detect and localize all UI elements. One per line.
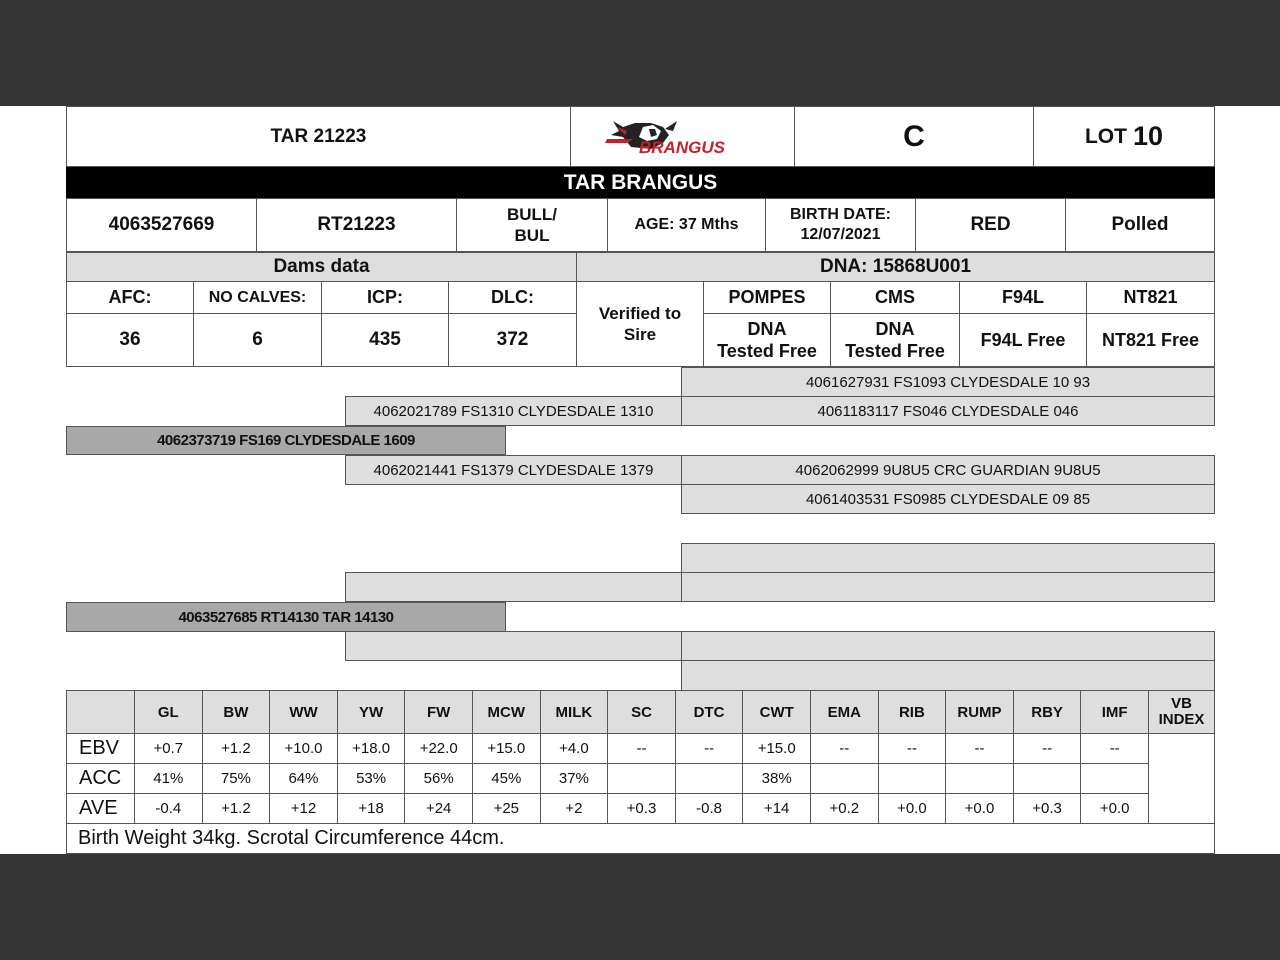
ebv-header-dtc: DTC (675, 690, 744, 734)
pedigree-ssd: 4061183117 FS046 CLYDESDALE 046 (681, 396, 1215, 426)
verified-to-sire (576, 281, 704, 367)
dna-test-pompes-result (703, 313, 831, 367)
ebv-header-fw: FW (404, 690, 473, 734)
ebv-header-rby: RBY (1013, 690, 1082, 734)
pedigree-sss: 4061627931 FS1093 CLYDESDALE 10 93 (681, 367, 1215, 397)
logo-text: BRANGUS (639, 138, 725, 157)
ebv-header-ema: EMA (810, 690, 879, 734)
ebv-cell: +1.2 (202, 733, 271, 764)
ebv-table (66, 690, 1215, 854)
ebv-header-ww: WW (269, 690, 338, 734)
dna-test-f94l-result: F94L Free (959, 313, 1087, 367)
pedigree-dam-dam (345, 631, 682, 661)
sale-catalogue-sheet (0, 106, 1280, 854)
dna-test-nt821-result: NT821 Free (1086, 313, 1215, 367)
ebv-cell: +10.0 (269, 733, 338, 764)
ebv-row-label-ave: AVE (66, 793, 135, 824)
ebv-cell: 37% (540, 763, 609, 794)
pedigree-dds (681, 631, 1215, 661)
icp-value: 435 (321, 313, 449, 367)
dna-test-cms-name: CMS (830, 281, 960, 314)
ebv-cell: +18 (337, 793, 406, 824)
ebv-cell: +1.2 (202, 793, 271, 824)
ebv-cell: +22.0 (404, 733, 473, 764)
pedigree-dss (681, 543, 1215, 573)
dams-data-heading: Dams data (66, 252, 577, 282)
ebv-cell: +0.0 (878, 793, 947, 824)
pompes-line2: Tested Free (717, 341, 817, 361)
dlc-value: 372 (448, 313, 577, 367)
ebv-cell: +0.7 (134, 733, 203, 764)
pedigree-dam-sire (345, 572, 682, 602)
ebv-header-cwt: CWT (742, 690, 811, 734)
ebv-cell: 45% (472, 763, 541, 794)
ebv-header-rump: RUMP (945, 690, 1014, 734)
pedigree-dsd (681, 572, 1215, 602)
ebv-row-label-acc: ACC (66, 763, 135, 794)
ebv-cell: +4.0 (540, 733, 609, 764)
birth-date-value: 12/07/2021 (800, 226, 881, 243)
ebv-cell (607, 763, 676, 794)
grade-letter: C (794, 106, 1034, 167)
ebv-cell: +18.0 (337, 733, 406, 764)
ebv-header-imf: IMF (1080, 690, 1149, 734)
pedigree-sire: 4062373719 FS169 CLYDESDALE 1609 (66, 426, 506, 455)
lot-label: LOT (1084, 124, 1127, 148)
vb-index-line2: INDEX (1158, 711, 1205, 728)
ebv-cell: +24 (404, 793, 473, 824)
ebv-cell: 38% (742, 763, 811, 794)
lot-box (1033, 106, 1215, 167)
ebv-corner (66, 690, 135, 734)
ebv-cell (878, 763, 947, 794)
ebv-header-yw: YW (337, 690, 406, 734)
ebv-cell (1013, 763, 1082, 794)
no-calves-value: 6 (193, 313, 322, 367)
ebv-cell: -- (810, 733, 879, 764)
animal-horn-status: Polled (1065, 198, 1215, 252)
pedigree-sds: 4062062999 9U8U5 CRC GUARDIAN 9U8U5 (681, 455, 1215, 485)
ebv-cell: +0.3 (607, 793, 676, 824)
ebv-cell: 75% (202, 763, 271, 794)
ebv-cell: +0.0 (945, 793, 1014, 824)
pompes-line1: DNA (747, 318, 787, 339)
no-calves-label: NO CALVES: (193, 281, 322, 314)
icp-label: ICP: (321, 281, 449, 314)
ebv-row-label-ebv: EBV (66, 733, 135, 764)
lot-number: 10 (1132, 121, 1164, 151)
pedigree-sdd: 4061403531 FS0985 CLYDESDALE 09 85 (681, 484, 1215, 514)
ebv-cell: +0.3 (1013, 793, 1082, 824)
animal-age: AGE: 37 Mths (607, 198, 766, 252)
ebv-cell (810, 763, 879, 794)
brangus-logo (570, 106, 795, 167)
ebv-cell: 53% (337, 763, 406, 794)
breeder-bar: TAR BRANGUS (66, 167, 1215, 198)
ebv-cell: 56% (404, 763, 473, 794)
animal-color: RED (915, 198, 1066, 252)
pedigree-sire-sire: 4062021789 FS1310 CLYDESDALE 1310 (345, 396, 682, 426)
sex-line2: BUL (514, 226, 550, 245)
dlc-label: DLC: (448, 281, 577, 314)
vb-index-line1: VB (1171, 694, 1192, 712)
ebv-cell: +0.2 (810, 793, 879, 824)
ebv-cell: +0.0 (1080, 793, 1149, 824)
afc-label: AFC: (66, 281, 194, 314)
verified-line2: Sire (623, 325, 657, 344)
pedigree-sire-dam: 4062021441 FS1379 CLYDESDALE 1379 (345, 455, 682, 485)
ebv-index-value (1148, 733, 1215, 824)
ebv-cell: -0.4 (134, 793, 203, 824)
ebv-header-gl: GL (134, 690, 203, 734)
ebv-cell (1080, 763, 1149, 794)
dna-test-cms-result (830, 313, 960, 367)
ebv-header-vb-index (1148, 690, 1215, 734)
ebv-header-milk: MILK (540, 690, 609, 734)
comments: Birth Weight 34kg. Scrotal Circumference 44cm. (66, 823, 1215, 854)
cms-line1: DNA (875, 318, 915, 339)
cms-line2: Tested Free (845, 341, 945, 361)
pedigree-ddd (681, 660, 1215, 691)
ebv-header-bw: BW (202, 690, 271, 734)
animal-sex (456, 198, 608, 252)
ebv-cell: +2 (540, 793, 609, 824)
pedigree-dam: 4063527685 RT14130 TAR 14130 (66, 602, 506, 632)
ebv-cell: -- (1080, 733, 1149, 764)
animal-id-number: 4063527669 (66, 198, 257, 252)
ebv-cell: +14 (742, 793, 811, 824)
ebv-cell: +12 (269, 793, 338, 824)
ebv-header-sc: SC (607, 690, 676, 734)
dna-test-nt821-name: NT821 (1086, 281, 1215, 314)
animal-tag: RT21223 (256, 198, 457, 252)
ebv-cell (945, 763, 1014, 794)
ebv-cell: -- (607, 733, 676, 764)
ebv-cell: -- (1013, 733, 1082, 764)
ebv-cell: +15.0 (472, 733, 541, 764)
afc-value: 36 (66, 313, 194, 367)
ebv-cell: 41% (134, 763, 203, 794)
dna-test-f94l-name: F94L (959, 281, 1087, 314)
ebv-cell: -- (675, 733, 744, 764)
ebv-cell: 64% (269, 763, 338, 794)
birth-date-cell (765, 198, 916, 252)
birth-date-label: BIRTH DATE: (789, 206, 892, 223)
ebv-cell: -0.8 (675, 793, 744, 824)
animal-title: TAR 21223 (66, 106, 571, 167)
ebv-header-mcw: MCW (472, 690, 541, 734)
sex-line1: BULL/ (506, 204, 558, 224)
dna-test-pompes-name: POMPES (703, 281, 831, 314)
dna-heading: DNA: 15868U001 (576, 252, 1215, 282)
ebv-cell: -- (945, 733, 1014, 764)
ebv-cell: +25 (472, 793, 541, 824)
ebv-cell (675, 763, 744, 794)
ebv-header-rib: RIB (878, 690, 947, 734)
verified-line1: Verified to (598, 303, 682, 323)
ebv-cell: -- (878, 733, 947, 764)
ebv-cell: +15.0 (742, 733, 811, 764)
